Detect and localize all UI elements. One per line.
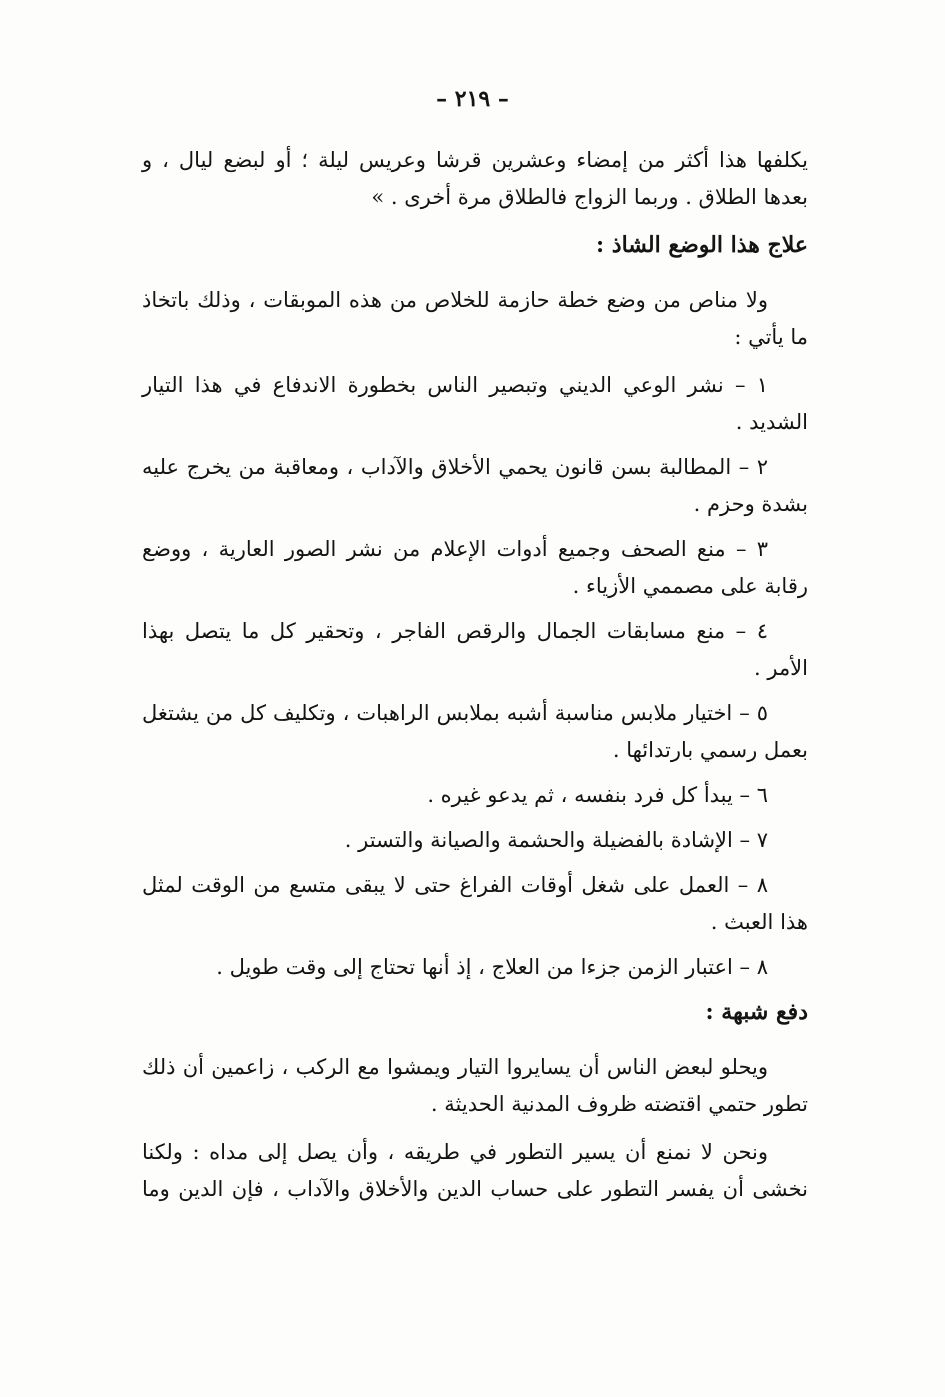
list-item: ٣ – منع الصحف وجميع أدوات الإعلام من نشر الصور العارية ، ووضع رقابة على مصممي الأزياء . <box>142 537 808 598</box>
response-paragraph: ونحن لا نمنع أن يسير التطور في طريقه ، وأن يصل إلى مداه : ولكنا نخشى أن يفسر التطور على حساب الدين والأخلاق والآداب ، فإن الدين وما <box>142 1140 808 1201</box>
list-item: ٦ – يبدأ كل فرد بنفسه ، ثم يدعو غيره . <box>427 783 768 807</box>
list-item: ٥ – اختيار ملابس مناسبة أشبه بملابس الراهبات ، وتكليف كل من يشتغل بعمل رسمي بارتدائها . <box>142 701 808 762</box>
section-heading-objection: دفع شبهة : <box>705 999 808 1025</box>
objection-paragraph: ويحلو لبعض الناس أن يسايروا التيار ويمشوا مع الركب ، زاعمين أن ذلك تطور حتمي اقتضته ظروف المدنية الحديثة . <box>142 1055 808 1116</box>
list-item: ٧ – الإشادة بالفضيلة والحشمة والصيانة والتستر . <box>344 828 768 852</box>
section-heading-treatment: علاج هذا الوضع الشاذ : <box>596 232 808 258</box>
list-item: ٨ – اعتبار الزمن جزءا من العلاج ، إذ أنها تحتاج إلى وقت طويل . <box>216 955 768 979</box>
list-item: ٢ – المطالبة بسن قانون يحمي الأخلاق والآداب ، ومعاقبة من يخرج عليه بشدة وحزم . <box>142 455 808 516</box>
page-number: – ٢١٩ – <box>436 86 509 112</box>
treatment-intro-paragraph: ولا مناص من وضع خطة حازمة للخلاص من هذه الموبقات ، وذلك باتخاذ ما يأتي : <box>142 288 808 349</box>
treatment-list <box>142 367 808 986</box>
page-body <box>142 142 808 1219</box>
intro-paragraph: يكلفها هذا أكثر من إمضاء وعشرين قرشا وعريس ليلة ؛ أو لبضع ليال ، و بعدها الطلاق . وربما الزواج فالطلاق مرة أخرى . » <box>142 148 808 209</box>
list-item: ٨ – العمل على شغل أوقات الفراغ حتى لا يبقى متسع من الوقت لمثل هذا العبث . <box>142 873 808 934</box>
list-item: ٤ – منع مسابقات الجمال والرقص الفاجر ، وتحقير كل ما يتصل بهذا الأمر . <box>142 619 808 680</box>
list-item: ١ – نشر الوعي الديني وتبصير الناس بخطورة الاندفاع في هذا التيار الشديد . <box>142 373 808 434</box>
